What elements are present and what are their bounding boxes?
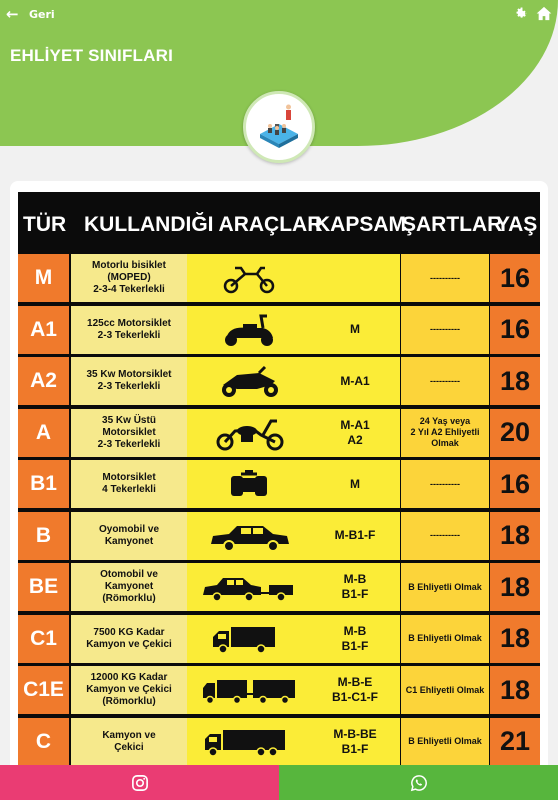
- back-label: Geri: [29, 7, 55, 21]
- class-code: A: [18, 409, 69, 457]
- scope-line: M-A1: [340, 373, 370, 388]
- scope-cell: [310, 409, 400, 457]
- header-kapsam: KAPSAM: [315, 213, 407, 236]
- description-line: Kamyon ve Çekici: [86, 638, 172, 650]
- table-header: [18, 192, 540, 254]
- description-line: 7500 KG Kadar: [93, 626, 165, 638]
- scope-line: B1-C1-F: [331, 690, 378, 704]
- vehicle-image: [187, 254, 310, 302]
- description-line: Motorlu bisiklet: [92, 260, 166, 271]
- vehicle-description: [71, 615, 187, 663]
- scope-line: M-B-BE: [333, 726, 377, 741]
- scope-line: M: [350, 322, 360, 336]
- description-line: Oyomobil ve: [98, 523, 159, 535]
- description-line: 2-3 Tekerlekli: [97, 438, 161, 450]
- scope-line: B1-F: [341, 741, 369, 756]
- age-cell: 21: [490, 718, 540, 766]
- class-code: M: [18, 254, 69, 302]
- vehicle-image: [187, 306, 310, 354]
- scope-line: M-B: [343, 572, 367, 586]
- class-code: C: [18, 718, 69, 766]
- description-line: (Römorklu): [102, 696, 156, 707]
- description-line: Motorsiklet: [102, 472, 156, 483]
- topbar: [0, 0, 558, 28]
- scope-cell: [310, 357, 400, 405]
- requirement-line: C1 Ehliyetli Olmak: [405, 684, 485, 695]
- description-line: 12000 KG Kadar: [90, 672, 168, 683]
- age-cell: 18: [490, 563, 540, 611]
- table-row: [18, 254, 540, 302]
- description-line: 2-3 Tekerlekli: [97, 381, 161, 392]
- description-line: Kamyonet: [104, 581, 154, 592]
- description-line: 2-3 Tekerlekli: [97, 329, 161, 341]
- requirement-line: ----------: [430, 530, 460, 540]
- class-code: BE: [18, 563, 69, 611]
- description-line: Kamyon ve: [102, 729, 156, 741]
- requirement-line: Olmak: [431, 438, 459, 448]
- requirements-cell: [401, 306, 489, 354]
- age-cell: 18: [490, 512, 540, 560]
- instagram-icon: [131, 774, 149, 792]
- scope-line: A2: [347, 432, 363, 447]
- classroom-illustration-icon: [246, 94, 312, 160]
- bottom-bar: [0, 765, 558, 800]
- gear-icon[interactable]: [514, 6, 528, 20]
- description-line: 35 Kw Üstü: [102, 414, 156, 426]
- requirements-cell: [401, 563, 489, 611]
- requirements-cell: [401, 409, 489, 457]
- requirements-cell: [401, 512, 489, 560]
- quad-bike-icon: [201, 466, 297, 502]
- truck-trailer-icon: [201, 672, 297, 708]
- scooter-icon: [201, 312, 297, 348]
- class-code: C1: [18, 615, 69, 663]
- vehicle-image: [187, 615, 310, 663]
- scope-cell: [310, 718, 400, 766]
- class-code: B: [18, 512, 69, 560]
- whatsapp-button[interactable]: [279, 765, 558, 800]
- header-tur: TÜR: [23, 213, 67, 236]
- scope-cell: [310, 512, 400, 560]
- vehicle-description: [71, 306, 187, 354]
- description-line: Motorsiklet: [102, 426, 156, 438]
- description-line: (MOPED): [107, 272, 151, 283]
- scope-line: M-A1: [340, 417, 370, 432]
- vehicle-image: [187, 718, 310, 766]
- vehicle-description: [71, 718, 187, 766]
- vehicle-description: [71, 512, 187, 560]
- requirements-cell: [401, 254, 489, 302]
- scope-line: M: [350, 476, 360, 491]
- scope-line: M-B1-F: [334, 528, 376, 542]
- scope-cell: [310, 615, 400, 663]
- requirement-line: 2 Yıl A2 Ehliyetli: [410, 427, 480, 437]
- requirement-line: 24 Yaş veya: [419, 416, 471, 426]
- description-line: 35 Kw Motorsiklet: [86, 369, 172, 380]
- description-line: Otomobil ve: [100, 569, 158, 580]
- table-row: [18, 357, 540, 405]
- vehicle-image: [187, 563, 310, 611]
- table-row: [18, 615, 540, 663]
- vehicle-description: [71, 409, 187, 457]
- scope-cell: [310, 666, 400, 714]
- requirement-line: B Ehliyetli Olmak: [408, 736, 482, 746]
- page-title: EHLİYET SINIFLARI: [10, 46, 174, 65]
- scope-line: B1-F: [341, 638, 369, 653]
- age-cell: 20: [490, 409, 540, 457]
- home-icon[interactable]: [536, 6, 552, 21]
- chopper-icon: [201, 415, 297, 451]
- sport-motorcycle-icon: [201, 363, 297, 399]
- vehicle-image: [187, 409, 310, 457]
- description-line: (Römorklu): [102, 593, 156, 604]
- scope-line: M-B: [343, 623, 367, 638]
- class-code: C1E: [18, 666, 69, 714]
- requirements-cell: [401, 666, 489, 714]
- requirements-cell: [401, 357, 489, 405]
- description-line: Çekici: [114, 741, 144, 753]
- header-araclar: KULLANDIĞI ARAÇLAR: [84, 213, 323, 236]
- back-button[interactable]: [6, 5, 55, 23]
- vehicle-description: [71, 563, 187, 611]
- vehicle-image: [187, 460, 310, 508]
- requirements-cell: [401, 460, 489, 508]
- description-line: Kamyon ve Çekici: [86, 684, 172, 695]
- header-yas: YAŞ: [496, 213, 538, 236]
- table-row: [18, 512, 540, 560]
- vehicle-image: [187, 357, 310, 405]
- requirement-line: B Ehliyetli Olmak: [408, 581, 482, 592]
- class-code: A1: [18, 306, 69, 354]
- back-arrow-icon: ←: [6, 5, 19, 23]
- class-code: A2: [18, 357, 69, 405]
- vehicle-image: [187, 666, 310, 714]
- age-cell: 16: [490, 254, 540, 302]
- age-cell: 16: [490, 306, 540, 354]
- requirements-cell: [401, 615, 489, 663]
- requirements-cell: [401, 718, 489, 766]
- requirement-line: ----------: [430, 324, 460, 334]
- age-cell: 18: [490, 615, 540, 663]
- table-row: [18, 460, 540, 508]
- vehicle-description: [71, 666, 187, 714]
- requirement-line: ----------: [430, 375, 460, 386]
- scope-line: M-B-E: [337, 675, 373, 689]
- table-row: [18, 666, 540, 714]
- scope-cell: [310, 254, 400, 302]
- table-row: [18, 563, 540, 611]
- license-classes-table: [18, 192, 540, 768]
- header-sartlar: ŞARTLAR: [402, 213, 503, 236]
- scope-cell: [310, 306, 400, 354]
- age-cell: 18: [490, 357, 540, 405]
- requirement-line: ----------: [430, 478, 460, 489]
- vehicle-image: [187, 512, 310, 560]
- instagram-button[interactable]: [0, 765, 279, 800]
- truck-icon: [201, 724, 297, 760]
- class-code: B1: [18, 460, 69, 508]
- moped-icon: [201, 260, 297, 296]
- car-trailer-icon: [201, 569, 297, 605]
- app-logo: [243, 91, 315, 163]
- whatsapp-icon: [410, 774, 428, 792]
- vehicle-description: [71, 460, 187, 508]
- requirement-line: B Ehliyetli Olmak: [408, 633, 482, 643]
- age-cell: 16: [490, 460, 540, 508]
- table-row: [18, 409, 540, 457]
- description-line: 4 Tekerlekli: [102, 484, 156, 495]
- small-truck-icon: [201, 621, 297, 657]
- description-line: Kamyonet: [104, 535, 154, 547]
- car-icon: [201, 518, 297, 554]
- table-row: [18, 306, 540, 354]
- scope-cell: [310, 563, 400, 611]
- requirement-line: ----------: [430, 272, 460, 283]
- scope-line: B1-F: [341, 587, 369, 601]
- description-line: 2-3-4 Tekerlekli: [93, 284, 165, 295]
- description-line: 125cc Motorsiklet: [87, 317, 171, 329]
- table-row: [18, 718, 540, 766]
- vehicle-description: [71, 254, 187, 302]
- scope-cell: [310, 460, 400, 508]
- age-cell: 18: [490, 666, 540, 714]
- vehicle-description: [71, 357, 187, 405]
